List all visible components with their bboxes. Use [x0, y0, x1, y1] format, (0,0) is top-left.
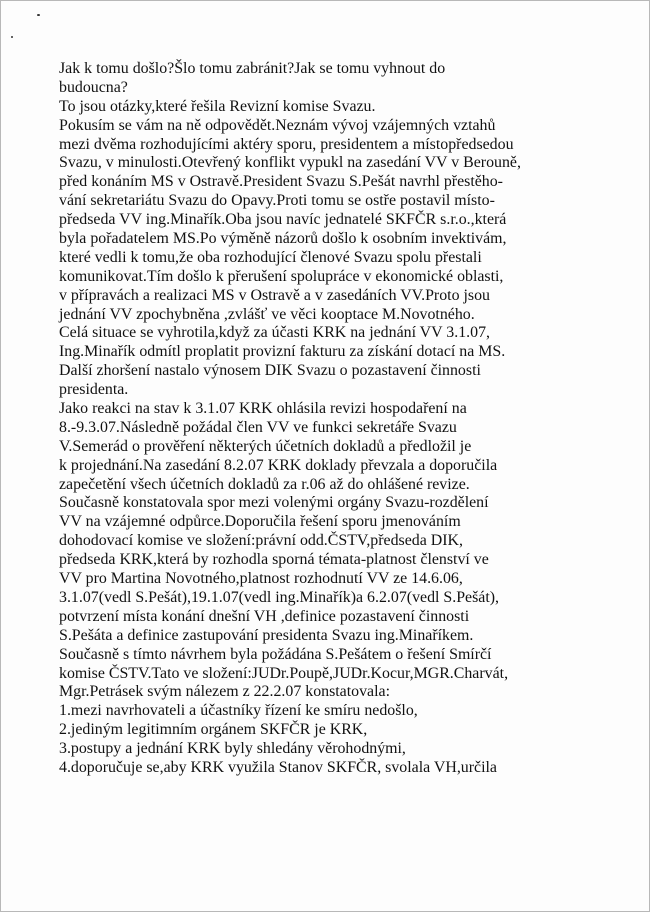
text-line: budoucna? — [59, 78, 128, 96]
text-line: před konáním MS v Ostravě.President Svazu S.Pešát navrhl přestěho- — [59, 173, 503, 191]
text-line: komunikovat.Tím došlo k přerušení spolupráce v ekonomické oblasti, — [59, 267, 504, 285]
text-line: Současně konstatovala spor mezi volenými orgány Svazu-rozdělení — [59, 494, 489, 512]
text-line: komise ČSTV.Tato ve složení:JUDr.Poupě,JUDr.Kocur,MGR.Charvát, — [59, 664, 509, 682]
text-line: Další zhoršení nastalo výnosem DIK Svazu o pozastavení činnosti — [59, 362, 481, 380]
text-line: Jako reakci na stav k 3.1.07 KRK ohlásila revizi hospodaření na — [59, 400, 467, 418]
text-line: Ing.Minařík odmítl proplatit provizní fakturu za získání dotací na MS. — [59, 343, 506, 361]
text-line: zapečetění všech účetních dokladů za r.06 až do ohlášené revize. — [59, 475, 470, 493]
text-line: dohodovací komise ve složení:právní odd.ČSTV,předseda DIK, — [59, 532, 463, 550]
text-line: 2.jediným legitimním orgánem SKFČR je KRK, — [59, 721, 368, 739]
text-line: jednání VV zpochybněna ,zvlášť ve věci kooptace M.Novotného. — [59, 305, 475, 323]
text-line: Mgr.Petrásek svým nálezem z 22.2.07 konstatovala: — [59, 683, 390, 701]
text-line: Pokusím se vám na ně odpovědět.Neznám vývoj vzájemných vztahů — [59, 116, 496, 134]
text-line: To jsou otázky,které řešila Revizní komise Svazu. — [59, 97, 376, 115]
text-line: presidenta. — [59, 381, 129, 399]
text-line: předseda KRK,která by rozhodla sporná témata-platnost členství ve — [59, 551, 489, 569]
text-line: Jak k tomu došlo?Šlo tomu zabránit?Jak se tomu vyhnout do — [59, 60, 446, 77]
text-line: potvrzení místa konání dnešní VH ,definice pozastavení činnosti — [59, 607, 470, 625]
text-line: které vedli k tomu,že oba rozhodující členové Svazu spolu přestali — [59, 248, 482, 266]
text-line: 8.-9.3.07.Následně požádal člen VV ve funkci sekretáře Svazu — [59, 418, 457, 436]
text-line: Současně s tímto návrhem byla požádána S.Pešátem o řešení Smírčí — [59, 645, 492, 663]
text-line: VV pro Martina Novotného,platnost rozhodnutí VV ze 14.6.06, — [59, 570, 463, 588]
text-line: v přípravách a realizaci MS v Ostravě a v zasedáních VV.Proto jsou — [59, 286, 490, 304]
text-line: vání sekretariátu Svazu do Opavy.Proti tomu se ostře postavil místo- — [59, 192, 495, 210]
text-line: V.Semerád o prověření některých účetních dokladů a předložil je — [59, 437, 472, 455]
text-line: S.Pešáta a definice zastupování presidenta Svazu ing.Minaříkem. — [59, 626, 474, 644]
text-line: 3.postupy a jednání KRK byly shledány věrohodnými, — [59, 740, 406, 758]
text-line: 1.mezi navrhovateli a účastníky řízení ke smíru nedošlo, — [59, 702, 418, 720]
scan-speck — [11, 36, 13, 38]
text-line: Celá situace se vyhrotila,když za účasti KRK na jednání VV 3.1.07, — [59, 324, 491, 342]
document-body — [59, 60, 639, 778]
text-line: 4.doporučuje se,aby KRK využila Stanov SKFČR, svolala VH,určila — [59, 758, 497, 776]
scan-speck — [37, 14, 40, 16]
text-line: Svazu, v minulosti.Otevřený konflikt vypukl na zasedání VV v Berouně, — [59, 154, 521, 172]
text-line: VV na vzájemné odpůrce.Doporučila řešení sporu jmenováním — [59, 513, 461, 531]
text-line: předseda VV ing.Minařík.Oba jsou navíc jednatelé SKFČR s.r.o.,která — [59, 211, 507, 229]
text-line: 3.1.07(vedl S.Pešát),19.1.07(vedl ing.Minařík)a 6.2.07(vedl S.Pešát), — [59, 588, 500, 606]
text-line: k projednání.Na zasedání 8.2.07 KRK doklady převzala a doporučila — [59, 456, 498, 474]
text-line: mezi dvěma rozhodujícími aktéry sporu, presidentem a místopředsedou — [59, 135, 514, 153]
text-line: byla pořadatelem MS.Po výměně názorů došlo k osobním invektivám, — [59, 230, 507, 248]
